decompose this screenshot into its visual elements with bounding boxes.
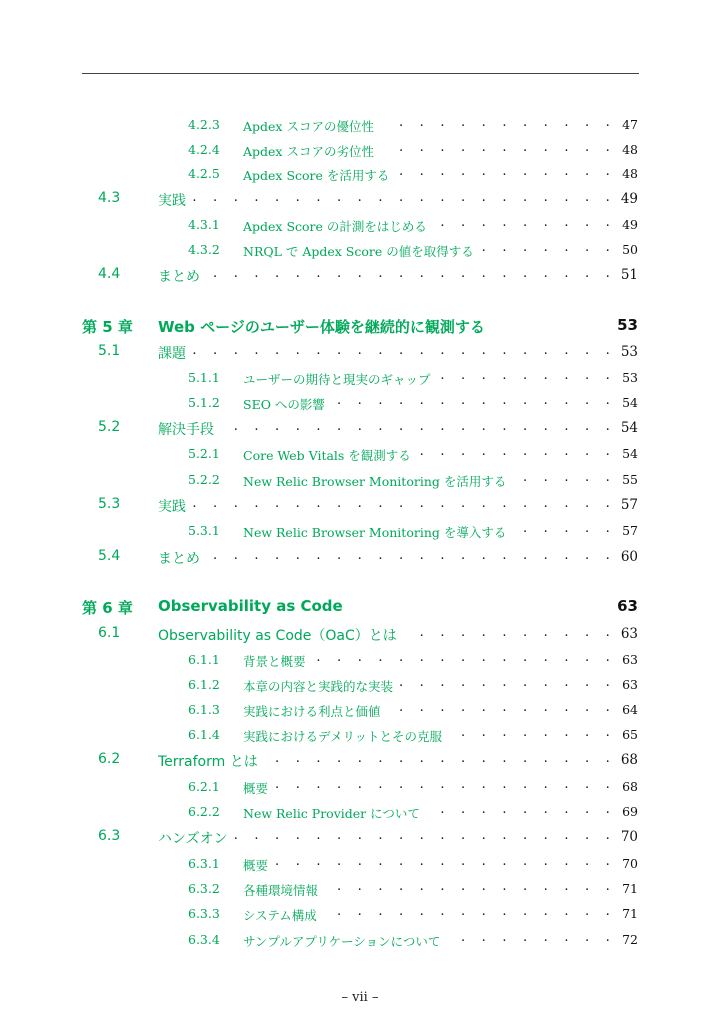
toc-entry-page-number: 54 [622, 395, 638, 410]
toc-entry-title: 解決手段 [158, 422, 214, 438]
toc-entry-title: 課題 [158, 346, 186, 362]
toc-entry-title: 背景と概要 [243, 654, 306, 669]
toc-dot-leader: . . . . . . . . . . . . . . . . . . . [233, 419, 616, 434]
toc-dot-leader: . . . . . . . . . . . . . . [337, 879, 616, 894]
toc-section-entry[interactable] [0, 751, 720, 771]
toc-dot-leader: . . . . . [523, 521, 616, 536]
toc-entry-page-number: 72 [622, 932, 638, 947]
toc-entry-number: 6.3.2 [188, 881, 220, 896]
toc-subsection-entry[interactable] [0, 700, 720, 720]
toc-entry-page-number: 64 [622, 702, 638, 717]
toc-dot-leader: . . . . . . . . . . [419, 625, 616, 640]
toc-dot-leader: . . . . . [523, 470, 616, 485]
toc-entry-page-number: 48 [622, 166, 638, 181]
toc-chapter-entry[interactable] [0, 316, 720, 336]
toc-entry-number: 6.2 [98, 751, 121, 767]
toc-entry-page-number: 49 [622, 217, 638, 232]
toc-entry-page-number: 48 [622, 142, 638, 157]
toc-dot-leader: . . . . . . . . . . . [399, 140, 616, 155]
toc-section-entry[interactable] [0, 828, 720, 848]
toc-entry-number: 5.4 [98, 548, 121, 564]
toc-subsection-entry[interactable] [0, 904, 720, 924]
toc-dot-leader: . . . . . . . . . . . . . . . . . [275, 854, 616, 869]
toc-entry-title: ハンズオン [158, 831, 228, 847]
toc-entry-title: 概要 [243, 858, 269, 873]
toc-entry-number: 4.2.4 [188, 142, 220, 157]
toc-section-entry[interactable] [0, 343, 720, 363]
toc-subsection-entry[interactable] [0, 444, 720, 464]
toc-entry-number: 6.2.1 [188, 779, 220, 794]
toc-entry-number: 4.2.5 [188, 166, 220, 181]
toc-entry-title: Apdex Score の計測をはじめる [243, 219, 427, 234]
toc-chapter-entry[interactable] [0, 597, 720, 617]
toc-entry-number: 6.3.1 [188, 856, 220, 871]
toc-entry-number: 5.3 [98, 496, 121, 512]
toc-entry-number: 5.1.2 [188, 395, 220, 410]
toc-section-entry[interactable] [0, 266, 720, 286]
toc-entry-page-number: 63 [617, 597, 638, 615]
toc-entry-page-number: 53 [617, 316, 638, 334]
toc-section-entry[interactable] [0, 625, 720, 645]
toc-entry-title: Observability as Code（OaC）とは [158, 628, 397, 644]
toc-entry-page-number: 49 [620, 191, 638, 207]
toc-entry-number: 第 5 章 [82, 318, 133, 336]
toc-entry-number: 6.1 [98, 625, 121, 641]
toc-entry-number: 4.3.2 [188, 242, 220, 257]
toc-subsection-entry[interactable] [0, 164, 720, 184]
toc-subsection-entry[interactable] [0, 215, 720, 235]
toc-dot-leader: . . . . . . . . . . . . . . . . . . . . . [192, 496, 616, 511]
toc-entry-number: 4.4 [98, 266, 121, 282]
toc-subsection-entry[interactable] [0, 777, 720, 797]
toc-entry-title: Observability as Code [158, 597, 343, 615]
toc-entry-page-number: 70 [620, 829, 638, 845]
page-number-footer: – vii – [341, 990, 379, 1005]
toc-entry-page-number: 54 [622, 446, 638, 461]
toc-dot-leader: . . . . . . . . . [440, 368, 616, 383]
toc-entry-page-number: 63 [622, 652, 638, 667]
toc-entry-title: システム構成 [243, 908, 317, 923]
toc-subsection-entry[interactable] [0, 368, 720, 388]
toc-entry-title: ユーザーの期待と現実のギャップ [243, 372, 431, 387]
toc-dot-leader: . . . . . . . . . . . [399, 700, 616, 715]
toc-entry-title: 実践におけるデメリットとその克服 [243, 729, 443, 744]
toc-subsection-entry[interactable] [0, 930, 720, 950]
toc-entry-title: New Relic Browser Monitoring を導入する [243, 525, 507, 540]
toc-entry-page-number: 70 [622, 856, 638, 871]
toc-entry-number: 6.1.4 [188, 727, 220, 742]
toc-dot-leader: . . . . . . . . . [440, 215, 616, 230]
toc-dot-leader: . . . . . . . . . . . . . . . . . . . . . [192, 343, 616, 358]
toc-subsection-entry[interactable] [0, 393, 720, 413]
toc-entry-page-number: 60 [620, 549, 638, 565]
toc-entry-page-number: 68 [620, 752, 638, 768]
toc-entry-number: 6.3.3 [188, 906, 220, 921]
toc-entry-page-number: 54 [620, 420, 638, 436]
toc-entry-title: サンプルアプリケーションについて [243, 934, 441, 949]
toc-subsection-entry[interactable] [0, 725, 720, 745]
toc-entry-title: 実践 [158, 499, 186, 515]
toc-subsection-entry[interactable] [0, 240, 720, 260]
toc-entry-number: 6.1.3 [188, 702, 220, 717]
toc-entry-number: 6.1.2 [188, 677, 220, 692]
toc-entry-page-number: 50 [622, 242, 638, 257]
toc-entry-number: 6.2.2 [188, 804, 220, 819]
toc-entry-page-number: 55 [622, 472, 638, 487]
toc-entry-number: 5.1.1 [188, 370, 220, 385]
toc-subsection-entry[interactable] [0, 650, 720, 670]
toc-entry-number: 5.2.1 [188, 446, 220, 461]
toc-entry-title: 各種環境情報 [243, 883, 319, 898]
toc-entry-title: 概要 [243, 781, 269, 796]
toc-entry-page-number: 57 [622, 523, 638, 538]
toc-entry-title: まとめ [158, 269, 200, 285]
toc-section-entry[interactable] [0, 496, 720, 516]
toc-subsection-entry[interactable] [0, 802, 720, 822]
toc-entry-number: 6.3.4 [188, 932, 220, 947]
toc-entry-number: 5.3.1 [188, 523, 220, 538]
toc-entry-number: 4.3 [98, 190, 121, 206]
toc-dot-leader: . . . . . . . . . . . . . . [337, 393, 616, 408]
toc-entry-number: 5.1 [98, 343, 121, 359]
toc-entry-number: 4.3.1 [188, 217, 220, 232]
toc-entry-page-number: 57 [620, 497, 638, 513]
toc-entry-page-number: 63 [620, 626, 638, 642]
toc-section-entry[interactable] [0, 419, 720, 439]
toc-dot-leader: . . . . . . . . . . . . . . . . . [275, 751, 616, 766]
toc-dot-leader: . . . . . . . . . . . . . . . [316, 650, 616, 665]
toc-subsection-entry[interactable] [0, 140, 720, 160]
toc-dot-leader: . . . . . . . . . [440, 802, 616, 817]
header-rule [82, 73, 639, 74]
toc-section-entry[interactable] [0, 548, 720, 568]
toc-entry-title: まとめ [158, 551, 200, 567]
toc-subsection-entry[interactable] [0, 879, 720, 899]
toc-dot-leader: . . . . . . . . . . . . . . . . . [275, 777, 616, 792]
toc-dot-leader: . . . . . . . . [461, 930, 616, 945]
toc-entry-number: 5.2.2 [188, 472, 220, 487]
toc-entry-page-number: 63 [622, 677, 638, 692]
toc-dot-leader: . . . . . . . . . . . [399, 115, 616, 130]
toc-entry-number: 6.3 [98, 828, 121, 844]
toc-dot-leader: . . . . . . . . . . . [399, 675, 616, 690]
toc-entry-title: 実践 [158, 193, 186, 209]
toc-dot-leader: . . . . . . . . . . . . . . [337, 904, 616, 919]
toc-entry-page-number: 65 [622, 727, 638, 742]
toc-subsection-entry[interactable] [0, 115, 720, 135]
toc-entry-number: 6.1.1 [188, 652, 220, 667]
toc-entry-title: 実践における利点と価値 [243, 704, 381, 719]
toc-entry-title: Core Web Vitals を観測する [243, 448, 411, 463]
toc-entry-page-number: 71 [622, 906, 638, 921]
toc-entry-page-number: 69 [622, 804, 638, 819]
toc-entry-page-number: 53 [622, 370, 638, 385]
toc-entry-title: 本章の内容と実践的な実装 [243, 679, 394, 694]
toc-dot-leader: . . . . . . . . . . . . . . . . . . . . . [192, 190, 616, 205]
toc-subsection-entry[interactable] [0, 470, 720, 490]
toc-dot-leader: . . . . . . . . . . . . . . . . . . . . [213, 266, 616, 281]
toc-entry-title: Apdex スコアの劣位性 [243, 144, 374, 159]
toc-dot-leader: . . . . . . . . . . . [399, 164, 616, 179]
toc-entry-title: New Relic Browser Monitoring を活用する [243, 474, 507, 489]
toc-entry-number: 第 6 章 [82, 599, 133, 617]
toc-entry-page-number: 71 [622, 881, 638, 896]
toc-dot-leader: . . . . . . . . . . [419, 444, 616, 459]
toc-entry-page-number: 53 [620, 344, 638, 360]
toc-dot-leader: . . . . . . . [481, 240, 616, 255]
toc-entry-title: NRQL で Apdex Score の値を取得する [243, 244, 474, 259]
toc-entry-title: Web ページのユーザー体験を継続的に観測する [158, 318, 485, 336]
toc-dot-leader: . . . . . . . . . . . . . . . . . . . . [213, 548, 616, 563]
toc-entry-title: New Relic Provider について [243, 806, 420, 821]
toc-entry-title: Terraform とは [158, 754, 258, 770]
toc-subsection-entry[interactable] [0, 675, 720, 695]
toc-entry-page-number: 51 [620, 267, 638, 283]
toc-entry-title: SEO への影響 [243, 397, 325, 412]
toc-dot-leader: . . . . . . . . . . . . . . . . . . . [233, 828, 616, 843]
toc-entry-page-number: 47 [622, 117, 638, 132]
toc-entry-page-number: 68 [622, 779, 638, 794]
toc-section-entry[interactable] [0, 190, 720, 210]
toc-subsection-entry[interactable] [0, 854, 720, 874]
toc-entry-title: Apdex Score を活用する [243, 168, 390, 183]
toc-dot-leader: . . . . . . . . [461, 725, 616, 740]
toc-entry-number: 5.2 [98, 419, 121, 435]
toc-entry-title: Apdex スコアの優位性 [243, 119, 374, 134]
toc-entry-number: 4.2.3 [188, 117, 220, 132]
toc-subsection-entry[interactable] [0, 521, 720, 541]
